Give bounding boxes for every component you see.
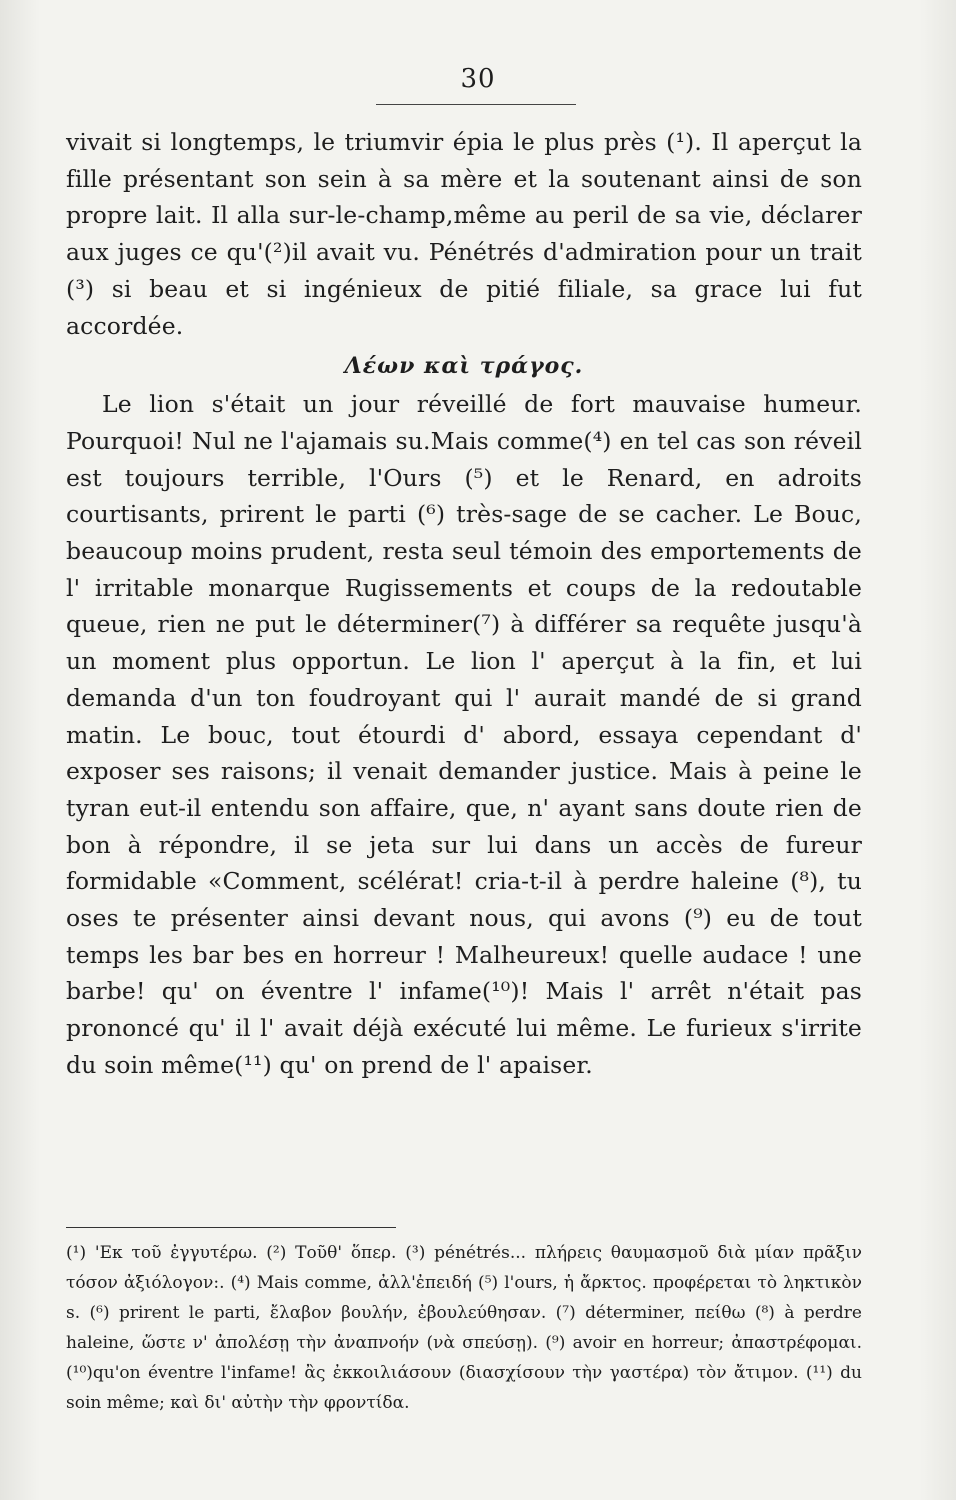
section-title: Λέων καὶ τράγος. [344,353,584,380]
footnote-rule [66,1227,396,1228]
paragraph-2: Le lion s'était un jour réveillé de fort mauvaise humeur. Pourquoi! Nul ne l'ajamais su.Mais comme(⁴) en tel cas son réveil est toujours terrible, l'Ours (⁵) et le Renard, en adroits courtisants, prirent le parti (⁶) très-sage de se cacher. Le Bouc, beaucoup moins prudent, resta seul témoin des emportements de l' irritable monarque Rugissements et coups de la redoutable queue, rien ne put le déterminer(⁷) à différer sa requête jusqu'à un moment plus opportun. Le lion l' aperçut à la fin, et lui demanda d'un ton foudroyant qui l' aurait mandé de si grand matin. Le bouc, tout étourdi d' abord, essaya cependant d' exposer ses raisons; il venait demander justice. Mais à peine le tyran eut-il entendu son affaire, que, n' ayant sans doute rien de bon à répondre, il se jeta sur lui dans un accès de fureur formidable «Comment, scélérat! cria-t-il à perdre haleine (⁸), tu oses te présenter ainsi devant nous, qui avons (⁹) eu de tout temps les bar bes en horreur ! Malheureux! quelle audace ! une barbe! qu' on éventre l' infame(¹⁰)! Mais l' arrêt n'était pas prononcé qu' il l' avait déjà exécuté lui même. Le furieux s'irrite du soin même(¹¹) qu' on prend de l' apaiser. [66,390,862,1079]
body-text [66,124,862,1084]
page-number: 30 [460,64,496,94]
header-rule [376,104,576,105]
footnotes-text: (¹) 'Εκ τοῦ ἐγγυτέρω. (²) Τοῦθ' ὅπερ. (³) pénétrés... πλήρεις θαυμασμοῦ διὰ μίαν πρᾶξιν τόσον ἀξιόλογον:. (⁴) Mais comme, ἀλλ'ἐπειδή (⁵) l'ours, ἡ ἄρκτος. προφέρεται τὸ ληκτικὸν s. (⁶) prirent le parti, ἔλαβον βουλήν, ἐβουλεύθησαν. (⁷) déterminer, πείθω (⁸) à perdre haleine, ὥστε ν' ἀπολέσῃ τὴν ἀναπνοήν (νὰ σπεύσῃ). (⁹) avoir en horreur; ἀπαστρέφομαι. (¹⁰)qu'on éventre l'infame! ἂς ἐκκοιλιάσουν (διασχίσουν τὴν γαστέρα) τὸν ἄτιμον. (¹¹) du soin même; καὶ δι' αὐτὴν τὴν φροντίδα. [66,1243,862,1413]
paragraph-1: vivait si longtemps, le triumvir épia le plus près (¹). Il aperçut la fille présentant son sein à sa mère et la soutenant ainsi de son propre lait. Il alla sur-le-champ,même au peril de sa vie, déclarer aux juges ce qu'(²)il avait vu. Pénétrés d'admiration pour un trait (³) si beau et si ingénieux de pitié filiale, sa grace lui fut accordée. [66,128,862,340]
footnotes [66,1238,862,1418]
